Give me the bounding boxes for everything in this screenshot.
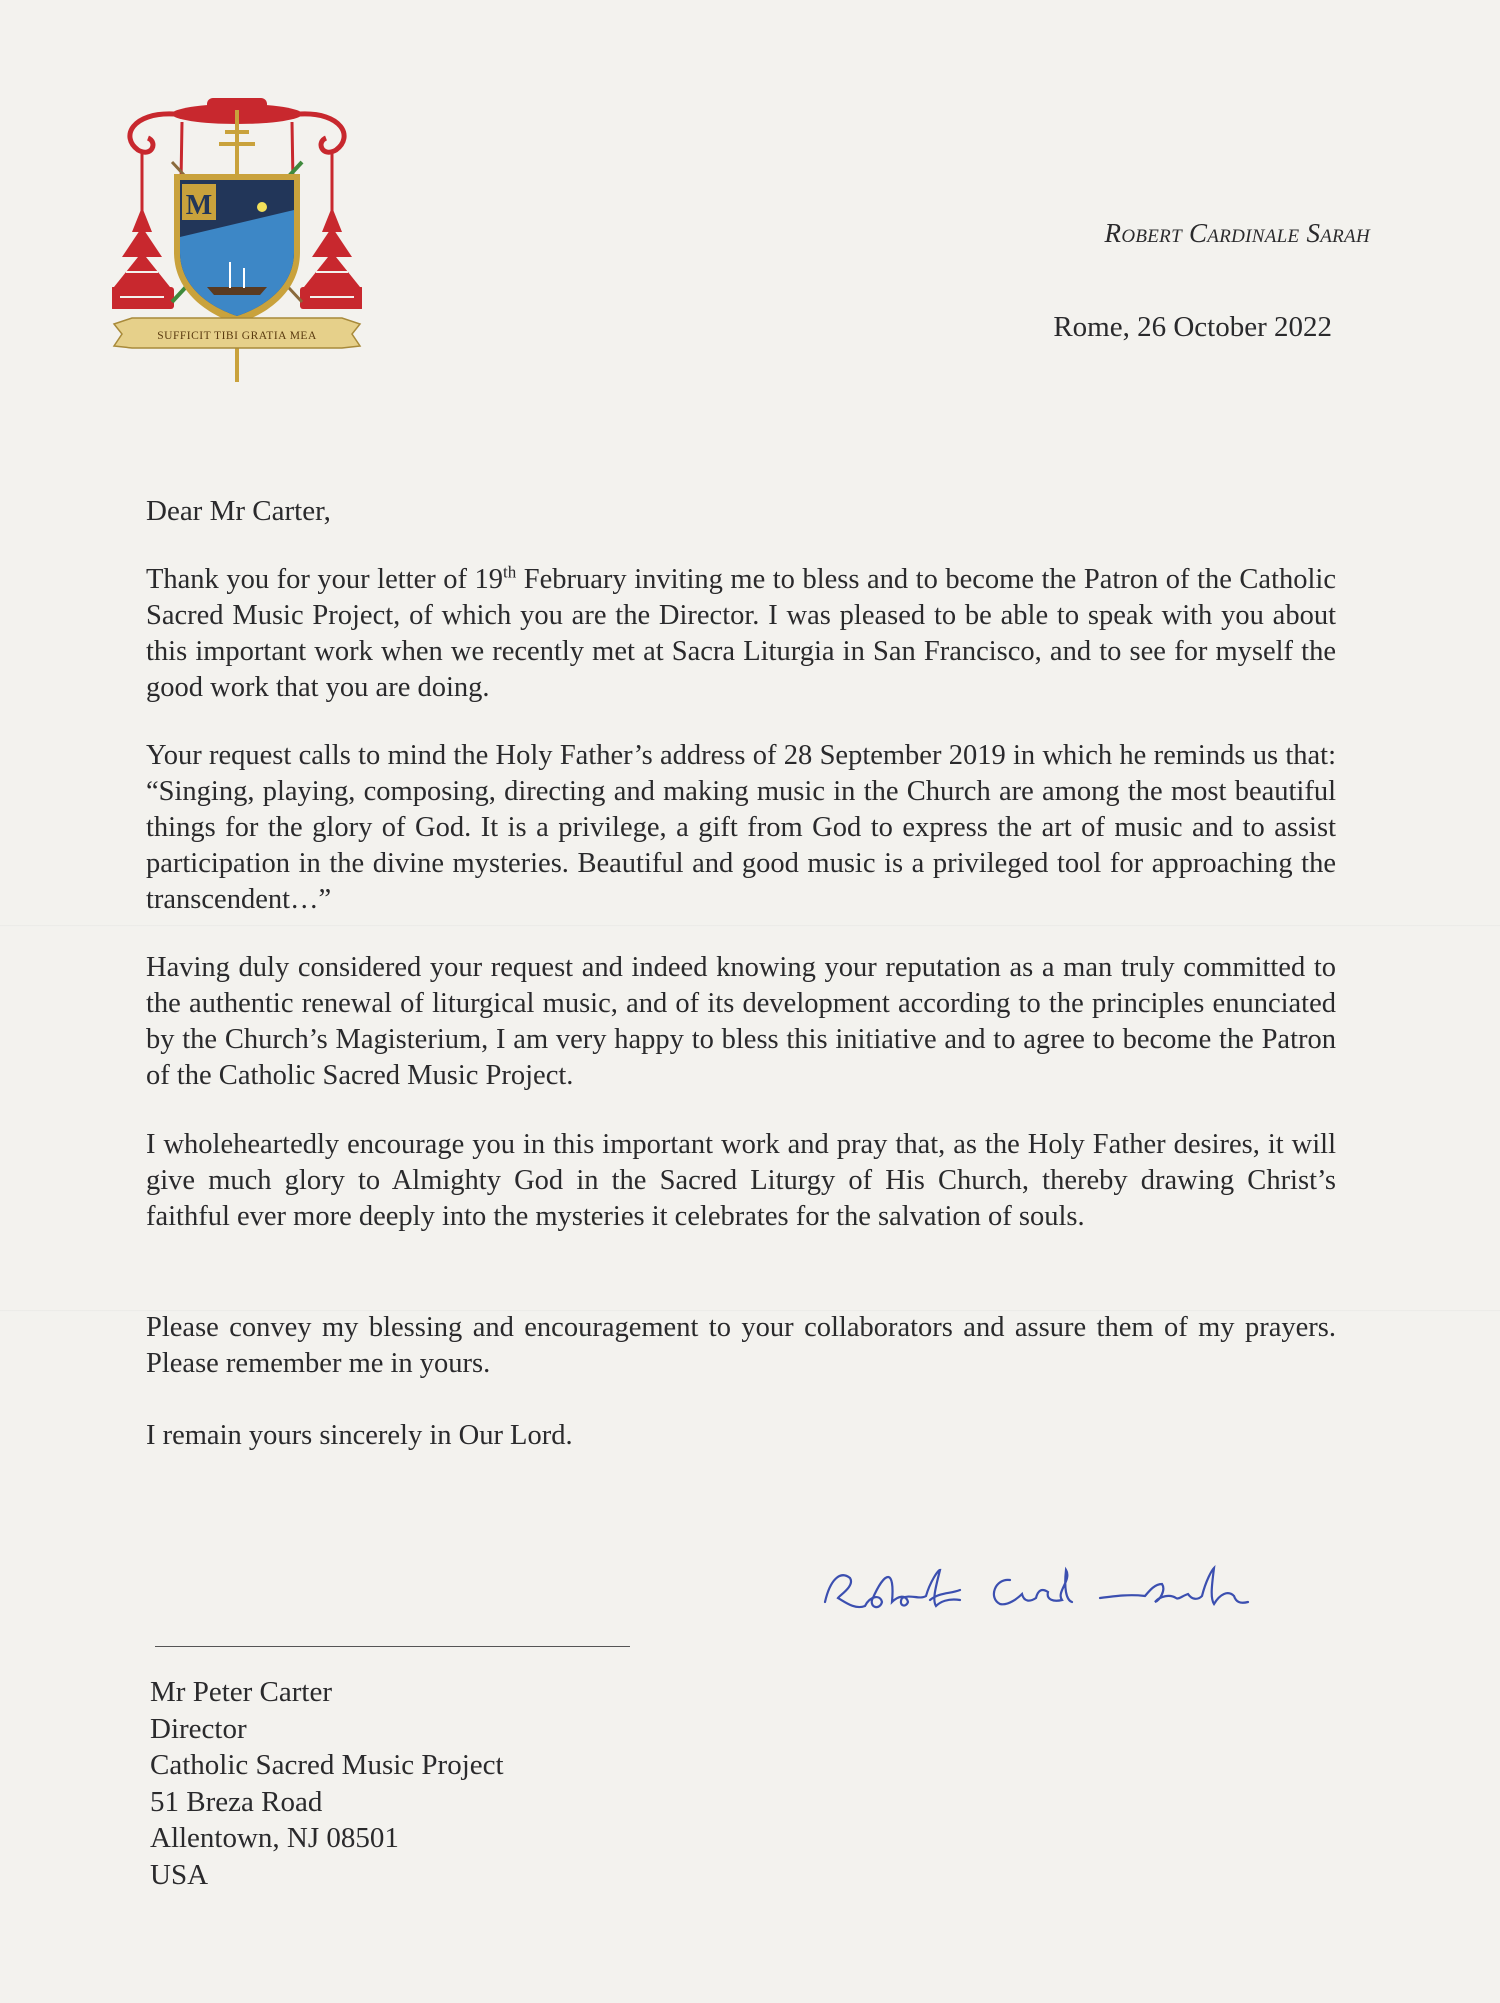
closing-line: I remain yours sincerely in Our Lord. xyxy=(146,1420,573,1451)
address-line: Catholic Sacred Music Project xyxy=(150,1749,504,1781)
address-line: Allentown, NJ 08501 xyxy=(150,1822,399,1854)
address-line: USA xyxy=(150,1858,209,1891)
letter-date: Rome, 26 October 2022 xyxy=(1053,311,1332,343)
address-line: Director xyxy=(150,1712,247,1745)
paragraph-1 xyxy=(146,562,1336,706)
motto-text: SUFFICIT TIBI GRATIA MEA xyxy=(157,330,317,342)
coat-of-arms-logo xyxy=(112,92,362,386)
signature-rule xyxy=(155,1646,630,1647)
paragraph-3: Having duly considered your request and indeed knowing your reputation as a man truly committed to the authentic renewal of liturgical music, and of its development according to the principles enunciated by the Church’s Magisterium, I am very happy to bless this initiative and to agree to become the Patron of the Catholic Sacred Music Project. xyxy=(146,952,1336,1091)
paragraph-1-rest: February inviting me to bless and to become the Patron of the Catholic Sacred Music Project, of which you are the Director. I was pleased to be able to speak with you about this important work when we recently met at Sacra Liturgia in San Francisco, and to see for myself the good work that you are doing. xyxy=(146,564,1336,703)
address-line: Mr Peter Carter xyxy=(150,1676,332,1708)
paragraph-4: I wholeheartedly encourage you in this important work and pray that, as the Holy Father desires, it will give much glory to Almighty God in the Sacred Liturgy of His Church, thereby drawing Christ’s faithful ever more deeply into the mysteries it celebrates for the salvation of souls. xyxy=(146,1129,1336,1232)
salutation: Dear Mr Carter, xyxy=(146,495,331,527)
paragraph-2: Your request calls to mind the Holy Father’s address of 28 September 2019 in which he reminds us that: “Singing, playing, composing, directing and making music in the Church are among the most beautiful things for the glory of God. It is a privilege, a gift from God to express the art of music and to assist participation in the divine mysteries. Beautiful and good music is a privileged tool for approaching the transcendent…” xyxy=(146,740,1336,915)
paragraph-1-start: Thank you for your letter of 19 xyxy=(146,564,504,595)
address-line: 51 Breza Road xyxy=(150,1785,323,1818)
handwritten-signature xyxy=(810,1540,1310,1630)
paragraph-5: Please convey my blessing and encouragement to your collaborators and assure them of my prayers. Please remember me in yours. xyxy=(146,1312,1336,1379)
paper-fold xyxy=(0,925,1500,927)
shield-letter: M xyxy=(185,190,213,221)
sender-name: Robert Cardinale Sarah xyxy=(1104,218,1370,248)
recipient-address xyxy=(150,1674,504,1893)
ordinal-suffix: th xyxy=(503,562,517,582)
